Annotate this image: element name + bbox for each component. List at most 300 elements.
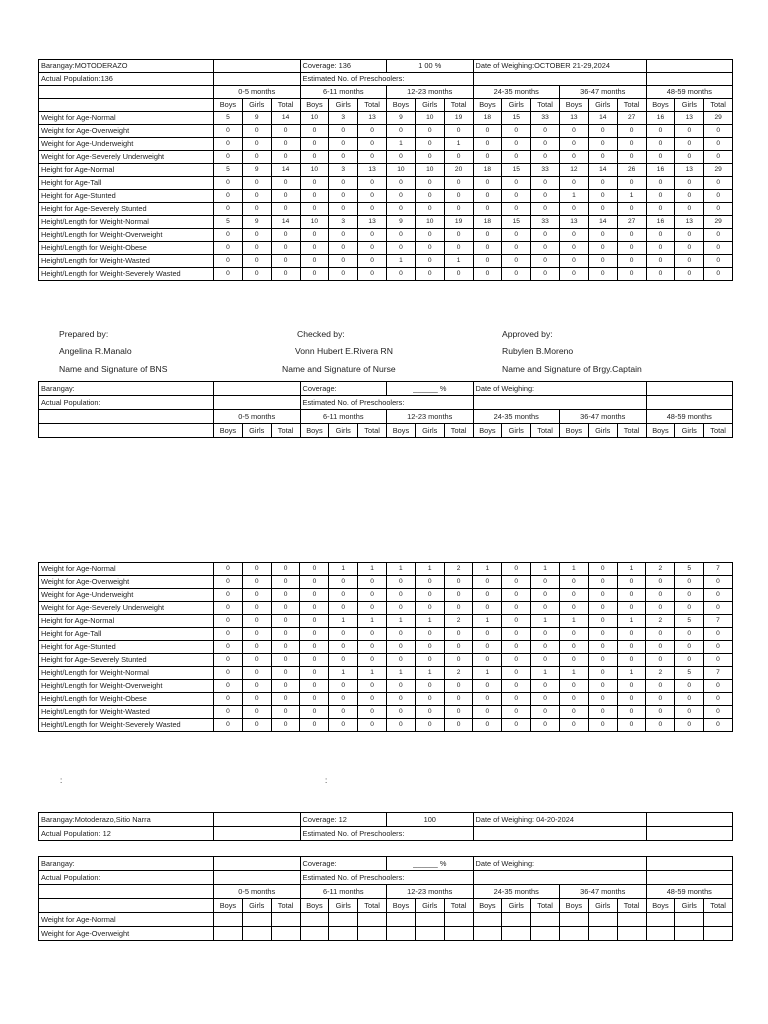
table-row xyxy=(39,693,733,706)
value-cell: 0 xyxy=(502,693,531,706)
value-cell: 0 xyxy=(675,125,704,138)
value-cell: 0 xyxy=(329,190,358,203)
barangay-field: Barangay: xyxy=(39,857,214,871)
value-cell: 1 xyxy=(415,563,444,576)
value-cell: 0 xyxy=(704,641,733,654)
indicator-label: Weight for Age-Normal xyxy=(39,112,214,125)
blank-cell xyxy=(39,885,214,899)
sex-column-header: Girls xyxy=(675,899,704,913)
indicator-label: Weight for Age-Underweight xyxy=(39,589,214,602)
value-cell: 0 xyxy=(559,641,588,654)
value-cell: 0 xyxy=(415,576,444,589)
sex-column-header: Girls xyxy=(502,424,531,438)
value-cell: 0 xyxy=(444,268,473,281)
value-cell: 0 xyxy=(473,229,502,242)
value-cell: 0 xyxy=(617,242,646,255)
value-cell: 0 xyxy=(617,151,646,164)
value-cell: 0 xyxy=(415,229,444,242)
value-cell: 0 xyxy=(617,576,646,589)
value-cell: 0 xyxy=(502,706,531,719)
value-cell: 33 xyxy=(531,112,560,125)
indicator-label: Weight for Age-Overweight xyxy=(39,576,214,589)
value-cell: 0 xyxy=(386,641,415,654)
value-cell: 1 xyxy=(387,255,416,268)
value-cell xyxy=(588,913,617,927)
value-cell: 0 xyxy=(329,602,358,615)
actual-population-field: Actual Population: xyxy=(39,871,214,885)
value-cell: 0 xyxy=(271,138,300,151)
value-cell: 0 xyxy=(300,203,329,216)
header-row xyxy=(39,857,733,871)
value-cell: 0 xyxy=(214,602,243,615)
value-cell: 0 xyxy=(473,268,502,281)
value-cell: 0 xyxy=(502,177,531,190)
sex-column-header: Total xyxy=(617,99,646,112)
value-cell: 0 xyxy=(675,268,704,281)
table-row xyxy=(39,654,733,667)
table-row xyxy=(39,719,733,732)
month-group-header: 6-11 months xyxy=(300,86,386,99)
date-of-weighing-field: Date of Weighing: 04-20-2024 xyxy=(473,813,646,827)
value-cell: 0 xyxy=(646,654,675,667)
value-cell: 0 xyxy=(704,654,733,667)
value-cell: 14 xyxy=(271,112,300,125)
value-cell: 0 xyxy=(473,693,502,706)
sex-column-header: Girls xyxy=(502,899,531,913)
value-cell: 0 xyxy=(358,589,387,602)
sex-column-header: Girls xyxy=(415,424,444,438)
blank-cell xyxy=(473,73,646,86)
indicator-label: Height for Age-Tall xyxy=(39,628,214,641)
sex-column-header: Girls xyxy=(588,899,617,913)
value-cell xyxy=(329,927,358,941)
value-cell: 0 xyxy=(531,706,560,719)
month-group-header: 0-5 months xyxy=(214,86,301,99)
value-cell: 2 xyxy=(444,563,473,576)
value-cell xyxy=(473,913,502,927)
value-cell: 0 xyxy=(531,602,560,615)
sex-column-header: Total xyxy=(704,424,733,438)
value-cell: 0 xyxy=(704,177,733,190)
value-cell: 15 xyxy=(502,112,531,125)
value-cell: 0 xyxy=(387,151,416,164)
value-cell: 0 xyxy=(588,138,617,151)
sex-column-header: Total xyxy=(531,424,560,438)
value-cell: 0 xyxy=(386,719,415,732)
value-cell: 0 xyxy=(358,177,387,190)
value-cell: 0 xyxy=(704,229,733,242)
value-cell: 0 xyxy=(214,203,243,216)
value-cell: 0 xyxy=(415,177,444,190)
coverage-field: Coverage: xyxy=(300,857,387,871)
value-cell: 0 xyxy=(531,255,560,268)
value-cell: 0 xyxy=(444,229,473,242)
value-cell: 2 xyxy=(444,615,473,628)
value-cell: 0 xyxy=(300,138,329,151)
value-cell: 0 xyxy=(473,641,502,654)
value-cell: 0 xyxy=(531,589,560,602)
table-row xyxy=(39,255,733,268)
blank-cell xyxy=(646,871,733,885)
value-cell: 5 xyxy=(214,164,243,177)
value-cell: 0 xyxy=(588,641,617,654)
blank-cell xyxy=(39,899,214,913)
value-cell: 0 xyxy=(300,190,329,203)
value-cell: 0 xyxy=(358,602,387,615)
value-cell: 0 xyxy=(473,177,502,190)
value-cell: 0 xyxy=(444,177,473,190)
checked-by-name: Vonn Hubert E.Rivera RN xyxy=(295,346,393,356)
value-cell xyxy=(415,913,444,927)
value-cell: 0 xyxy=(242,654,271,667)
value-cell: 0 xyxy=(444,693,473,706)
value-cell: 0 xyxy=(271,628,300,641)
value-cell: 0 xyxy=(387,242,416,255)
value-cell: 0 xyxy=(300,589,329,602)
value-cell: 0 xyxy=(358,255,387,268)
value-cell: 0 xyxy=(473,628,502,641)
prepared-by-role: Name and Signature of BNS xyxy=(59,364,168,374)
blank-cell xyxy=(214,396,301,410)
value-cell: 13 xyxy=(358,216,387,229)
value-cell: 1 xyxy=(559,563,588,576)
value-cell: 0 xyxy=(502,641,531,654)
value-cell xyxy=(415,927,444,941)
value-cell: 0 xyxy=(300,654,329,667)
value-cell xyxy=(588,927,617,941)
barangay-field: Barangay: xyxy=(39,382,214,396)
value-cell: 0 xyxy=(444,654,473,667)
value-cell: 0 xyxy=(646,641,675,654)
value-cell: 0 xyxy=(271,667,300,680)
value-cell xyxy=(704,913,733,927)
value-cell: 1 xyxy=(531,615,560,628)
blank-cell xyxy=(214,813,301,827)
value-cell: 0 xyxy=(704,268,733,281)
value-cell: 0 xyxy=(358,242,387,255)
value-cell: 0 xyxy=(358,628,387,641)
header-row xyxy=(39,73,733,86)
value-cell: 18 xyxy=(473,112,502,125)
sex-column-header: Girls xyxy=(415,899,444,913)
value-cell: 0 xyxy=(617,125,646,138)
value-cell: 0 xyxy=(415,242,444,255)
value-cell: 0 xyxy=(242,589,271,602)
value-cell: 14 xyxy=(588,164,617,177)
value-cell: 0 xyxy=(415,255,444,268)
value-cell: 0 xyxy=(646,177,675,190)
value-cell: 0 xyxy=(502,242,531,255)
value-cell: 0 xyxy=(617,706,646,719)
value-cell: 0 xyxy=(415,693,444,706)
value-cell: 0 xyxy=(444,628,473,641)
value-cell: 27 xyxy=(617,216,646,229)
value-cell: 0 xyxy=(358,706,387,719)
sex-column-header: Total xyxy=(444,899,473,913)
table-row xyxy=(39,706,733,719)
value-cell: 0 xyxy=(675,242,704,255)
value-cell xyxy=(444,913,473,927)
value-cell: 0 xyxy=(242,667,271,680)
value-cell xyxy=(358,927,387,941)
value-cell: 0 xyxy=(617,203,646,216)
checked-by-label: Checked by: xyxy=(297,329,345,339)
sex-column-header: Total xyxy=(531,899,560,913)
value-cell xyxy=(329,913,358,927)
table-row xyxy=(39,602,733,615)
value-cell: 1 xyxy=(473,563,502,576)
value-cell: 0 xyxy=(502,628,531,641)
value-cell: 16 xyxy=(646,216,675,229)
table-row xyxy=(39,125,733,138)
value-cell: 0 xyxy=(646,602,675,615)
sex-header-row xyxy=(39,424,733,438)
value-cell xyxy=(242,913,271,927)
blank-cell xyxy=(214,871,301,885)
value-cell xyxy=(300,927,329,941)
sex-column-header: Boys xyxy=(387,899,416,913)
value-cell: 0 xyxy=(704,255,733,268)
prepared-by-label: Prepared by: xyxy=(59,329,109,339)
value-cell: 0 xyxy=(617,177,646,190)
indicator-label: Height for Age-Stunted xyxy=(39,190,214,203)
value-cell: 0 xyxy=(704,138,733,151)
value-cell xyxy=(444,927,473,941)
value-cell xyxy=(646,913,675,927)
sex-column-header: Total xyxy=(271,424,300,438)
value-cell: 0 xyxy=(646,589,675,602)
value-cell: 9 xyxy=(387,112,416,125)
header-row xyxy=(39,396,733,410)
value-cell: 0 xyxy=(300,693,329,706)
value-cell: 0 xyxy=(559,693,588,706)
value-cell: 0 xyxy=(531,641,560,654)
blank-form-header-1 xyxy=(38,381,732,438)
value-cell: 0 xyxy=(329,242,358,255)
value-cell: 0 xyxy=(531,693,560,706)
value-cell: 1 xyxy=(531,667,560,680)
value-cell: 1 xyxy=(473,615,502,628)
value-cell: 0 xyxy=(704,602,733,615)
value-cell xyxy=(502,913,531,927)
value-cell: 9 xyxy=(242,216,271,229)
value-cell: 0 xyxy=(242,628,271,641)
value-cell: 1 xyxy=(329,667,358,680)
value-cell: 0 xyxy=(444,680,473,693)
sex-column-header: Boys xyxy=(646,899,675,913)
value-cell: 29 xyxy=(704,216,733,229)
value-cell: 0 xyxy=(358,268,387,281)
header-row xyxy=(39,60,733,73)
value-cell: 0 xyxy=(473,589,502,602)
sex-header-row xyxy=(39,99,733,112)
value-cell: 0 xyxy=(473,151,502,164)
value-cell: 2 xyxy=(646,563,675,576)
approved-by-name: Rubylen B.Moreno xyxy=(502,346,574,356)
approved-by-label: Approved by: xyxy=(502,329,553,339)
value-cell: 0 xyxy=(588,563,617,576)
value-cell: 0 xyxy=(531,242,560,255)
value-cell: 0 xyxy=(214,268,243,281)
value-cell: 1 xyxy=(358,615,387,628)
value-cell: 0 xyxy=(329,589,358,602)
value-cell: 0 xyxy=(588,719,617,732)
value-cell: 0 xyxy=(531,138,560,151)
blank-cell xyxy=(473,396,646,410)
value-cell: 9 xyxy=(242,164,271,177)
table-row xyxy=(39,112,733,125)
blank-form-header-2 xyxy=(38,856,732,941)
value-cell: 0 xyxy=(329,177,358,190)
value-cell: 0 xyxy=(560,138,589,151)
indicator-label: Height/Length for Weight-Normal xyxy=(39,216,214,229)
sex-column-header: Boys xyxy=(473,899,502,913)
value-cell: 0 xyxy=(271,615,300,628)
value-cell: 5 xyxy=(675,563,704,576)
colon-mark: : xyxy=(60,776,63,785)
value-cell: 0 xyxy=(473,203,502,216)
value-cell: 0 xyxy=(444,242,473,255)
value-cell: 0 xyxy=(531,125,560,138)
value-cell: 0 xyxy=(646,151,675,164)
value-cell: 0 xyxy=(358,576,387,589)
value-cell: 14 xyxy=(588,216,617,229)
value-cell: 0 xyxy=(300,576,329,589)
value-cell: 10 xyxy=(300,216,329,229)
value-cell: 10 xyxy=(415,216,444,229)
value-cell: 0 xyxy=(588,242,617,255)
date-of-weighing-field: Date of Weighing: xyxy=(473,382,646,396)
value-cell: 1 xyxy=(559,667,588,680)
sex-column-header: Boys xyxy=(387,99,416,112)
value-cell: 33 xyxy=(531,164,560,177)
value-cell: 29 xyxy=(704,164,733,177)
value-cell: 0 xyxy=(358,229,387,242)
value-cell: 0 xyxy=(646,125,675,138)
value-cell: 0 xyxy=(502,138,531,151)
sex-column-header: Girls xyxy=(588,424,617,438)
value-cell: 0 xyxy=(588,576,617,589)
table-row xyxy=(39,615,733,628)
sex-column-header: Total xyxy=(271,99,300,112)
estimated-preschoolers-field: Estimated No. of Preschoolers: xyxy=(300,73,473,86)
value-cell: 0 xyxy=(329,641,358,654)
value-cell: 0 xyxy=(502,576,531,589)
value-cell: 0 xyxy=(300,706,329,719)
value-cell xyxy=(387,913,416,927)
value-cell: 0 xyxy=(617,654,646,667)
value-cell: 5 xyxy=(214,112,243,125)
indicator-label: Height/Length for Weight-Normal xyxy=(39,667,214,680)
value-cell: 0 xyxy=(415,641,444,654)
month-group-header: 48-59 months xyxy=(646,885,733,899)
value-cell: 0 xyxy=(559,719,588,732)
value-cell: 14 xyxy=(271,216,300,229)
value-cell: 0 xyxy=(646,229,675,242)
value-cell: 0 xyxy=(271,654,300,667)
value-cell: 15 xyxy=(502,216,531,229)
month-group-header: 0-5 months xyxy=(214,885,301,899)
value-cell: 0 xyxy=(242,242,271,255)
value-cell xyxy=(358,913,387,927)
value-cell: 13 xyxy=(358,164,387,177)
month-group-header: 24-35 months xyxy=(473,410,559,424)
table-row xyxy=(39,242,733,255)
value-cell: 0 xyxy=(531,576,560,589)
value-cell xyxy=(387,927,416,941)
value-cell: 1 xyxy=(358,667,387,680)
value-cell: 0 xyxy=(214,654,243,667)
sex-column-header: Boys xyxy=(473,99,502,112)
value-cell: 0 xyxy=(560,229,589,242)
value-cell: 0 xyxy=(588,667,617,680)
value-cell: 0 xyxy=(675,177,704,190)
sex-column-header: Boys xyxy=(300,99,329,112)
value-cell: 0 xyxy=(242,190,271,203)
value-cell: 0 xyxy=(300,151,329,164)
value-cell: 0 xyxy=(271,190,300,203)
value-cell: 10 xyxy=(300,164,329,177)
blank-cell xyxy=(214,60,301,73)
value-cell: 0 xyxy=(242,268,271,281)
sex-column-header: Girls xyxy=(675,99,704,112)
value-cell: 0 xyxy=(386,680,415,693)
value-cell: 0 xyxy=(559,680,588,693)
value-cell: 0 xyxy=(588,602,617,615)
value-cell: 0 xyxy=(502,190,531,203)
value-cell: 0 xyxy=(531,628,560,641)
value-cell: 0 xyxy=(415,602,444,615)
sex-column-header: Girls xyxy=(502,99,531,112)
table-row xyxy=(39,164,733,177)
sex-column-header: Boys xyxy=(646,424,675,438)
table-row xyxy=(39,268,733,281)
coverage-percent: ______ % xyxy=(387,857,473,871)
value-cell: 0 xyxy=(214,190,243,203)
value-cell: 27 xyxy=(617,112,646,125)
value-cell: 0 xyxy=(386,654,415,667)
value-cell: 0 xyxy=(502,203,531,216)
value-cell: 0 xyxy=(502,151,531,164)
value-cell: 1 xyxy=(415,615,444,628)
value-cell: 0 xyxy=(559,654,588,667)
value-cell: 0 xyxy=(617,589,646,602)
value-cell: 0 xyxy=(271,177,300,190)
value-cell xyxy=(704,927,733,941)
value-cell: 0 xyxy=(617,268,646,281)
value-cell: 0 xyxy=(646,190,675,203)
value-cell: 0 xyxy=(242,563,271,576)
value-cell: 0 xyxy=(617,229,646,242)
value-cell: 0 xyxy=(387,190,416,203)
value-cell xyxy=(646,927,675,941)
coverage-field: Coverage: 136 xyxy=(300,60,386,73)
value-cell: 15 xyxy=(502,164,531,177)
blank-cell xyxy=(39,424,214,438)
indicator-label: Height for Age-Tall xyxy=(39,177,214,190)
sex-column-header: Boys xyxy=(559,424,588,438)
value-cell: 0 xyxy=(704,693,733,706)
value-cell: 0 xyxy=(300,177,329,190)
value-cell: 1 xyxy=(617,667,646,680)
value-cell: 0 xyxy=(358,151,387,164)
coverage-percent: 1 00 % xyxy=(387,60,474,73)
blank-cell xyxy=(214,857,301,871)
value-cell: 0 xyxy=(271,255,300,268)
value-cell: 0 xyxy=(502,602,531,615)
value-cell: 0 xyxy=(502,563,531,576)
indicator-label: Height/Length for Weight-Overweight xyxy=(39,229,214,242)
